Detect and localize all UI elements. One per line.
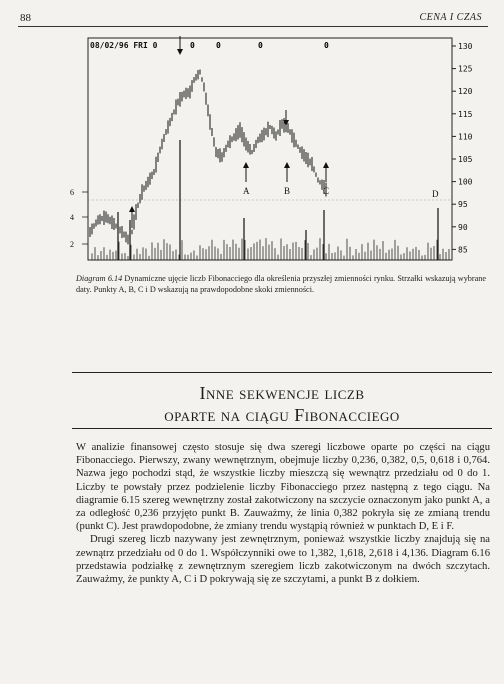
price-tick-label: 115 [458,109,473,119]
paragraph-2: Drugi szereg liczb nazywany jest zewnętrznym, ponieważ wszystkie liczby znajdują się na zewnątrz przedziału od 0 do 1. Współczynniki owe to 1,382, 1,618, 2,618 i 4,136. Diagram 6.16 przedstawia podziałkę z zewnętrznym szeregiem liczb zakotwiczonym na dwóch szczytach. Zauważmy, że punkty A, C i D pokrywają się ze szczytami, a punkt B z dołkiem. [76,534,490,586]
top-zero-1: 0 [190,41,195,50]
top-zero-3: 0 [258,41,263,50]
price-tick-label: 100 [458,177,473,187]
price-axis [452,42,473,254]
section-rule-top [72,372,492,373]
price-tick-label: 130 [458,42,473,51]
figure-caption [76,274,486,295]
header-rule [18,26,488,27]
top-arrow-head [177,49,183,55]
point-label: A [243,186,250,196]
section-title [72,382,492,426]
chart-frame [88,38,452,260]
price-bars [90,69,326,245]
top-zero-4: 0 [324,41,329,50]
price-tick-label: 105 [458,155,473,164]
section-title-line2: oparte na ciągu Fibonacciego [164,405,400,425]
point-arrow-head [284,162,290,168]
price-chart [18,32,493,264]
caption-text: Dynamiczne ujęcie liczb Fibonacciego dla określenia przyszłej zmienności rynku. Strzałki wskazują wybrane daty. Punkty A, B, C i D wskazują na prawdopodobne skoki zmienności. [76,274,486,294]
price-tick-label: 110 [458,132,473,142]
section-title-line1: Inne sekwencje liczb [199,383,365,403]
volatility-axis [70,188,88,249]
price-tick-label: 125 [458,64,473,74]
point-label: D [432,189,439,199]
point-arrow-head [243,162,249,168]
point-label: C [323,186,330,196]
price-tick-label: 90 [458,222,468,232]
paragraph-1: W analizie finansowej często stosuje się dwa szeregi liczbowe oparte po części na ciągu Fibonacciego. Pierwszy, zwany wewnętrznym, obejmuje liczby 0,236, 0,382, 0,5, 0,618 i 0,764. Nazwa jego pochodzi stąd, że wszystkie liczby mieszczą się wewnątrz przedziału od 0 do 1. Liczby te powstały przez podzielenie liczby Fibonacciego przez następną z tego ciągu. Na diagramie 6.15 szereg wewnętrzny został zakotwiczony na szczycie oznaczonym jako punkt A, a za odległość 0,236 przyjęto punkt B. Zauważmy, że linia 0,382 pokryła się ze zmianą trendu (punkt C). Jest prawdopodobne, że zmiany trendu wystąpią również w punktach D, E i F. [76,442,490,533]
price-tick-label: 85 [458,245,468,255]
volatility-tick-label: 2 [70,240,74,249]
price-tick-label: 95 [458,200,468,210]
volatility-tick-label: 6 [70,188,74,197]
left-arrow-head [129,206,135,212]
caption-label: Diagram 6.14 [76,274,123,283]
body-text [76,441,490,586]
volatility-tick-label: 4 [70,213,74,222]
price-tick-label: 120 [458,87,473,97]
section-rule-bottom [72,428,492,429]
running-title: CENA I CZAS [419,12,482,23]
top-zero-2: 0 [216,41,221,50]
page-number: 88 [20,12,31,24]
point-arrow-head [323,162,329,168]
point-label: B [284,186,291,196]
chart-date-label: 08/02/96 FRI 0 [90,41,158,50]
